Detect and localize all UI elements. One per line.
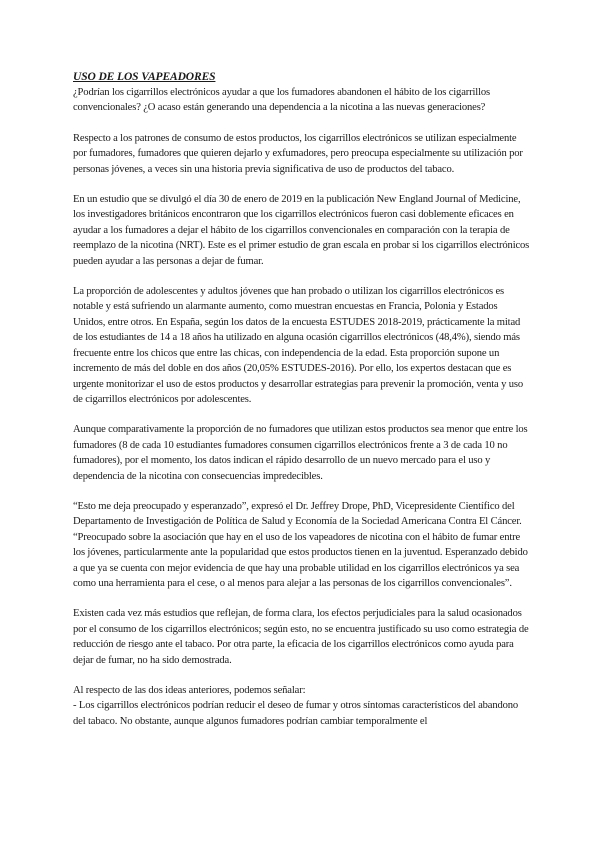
paragraph-harmful-effects: Existen cada vez más estudios que reflejan, de forma clara, los efectos perjudiciales para la salud ocasionados por el consumo de los cigarrillos electrónicos; según esto, no se encuentra justificado su uso como estrategia de reducción de riesgo ante el tabaco. Por otra parte, la eficacia de los cigarrillos electrónicos como ayuda para dejar de fumar, no ha sido demostrada. [73,608,529,666]
paragraph-list-intro: Al respecto de las dos ideas anteriores, podemos señalar: [73,685,306,696]
paragraph-consumption-patterns: Respecto a los patrones de consumo de estos productos, los cigarrillos electrónicos se utilizan especialmente por fumadores, fumadores que quieren dejarlo y exfumadores, pero preocupa especialmente su utilización por personas jóvenes, a veces sin una historia previa significativa de uso de productos del tabaco. [73,132,523,175]
paragraph-youth-prevalence: La proporción de adolescentes y adultos jóvenes que han probado o utilizan los cigarrillos electrónicos es notable y está sufriendo un alarmante aumento, como muestran encuestas en Francia, Polonia y Estados Unidos, entre otros. En España, según los datos de la encuesta ESTUDES 2018-2019, prácticamente la mitad de los estudiantes de 14 a 18 años ha utilizado en alguna ocasión cigarrillos electrónicos (48,4%), siendo más frecuente entre los chicos que entre las chicas, con independencia de la edad. Esta proporción supone un incremento de más del doble en dos años (20,05% ESTUDES-2016). Por ello, los expertos destacan que es urgente monitorizar el uso de estos productos y desarrollar estrategias para prevenir la promoción, venta y uso de cigarrillos electrónicos por adolescentes. [73,286,524,405]
paragraph-nejm-study: En un estudio que se divulgó el día 30 de enero de 2019 en la publicación New England Journal of Medicine, los investigadores británicos encontraron que los cigarrillos electrónicos fueron casi doblemente eficaces en ayudar a los fumadores a dejar el hábito de los cigarrillos convencionales en comparación con la terapia de reemplazo de la nicotina (NRT). Este es el primer estudio de gran escala en probar si los cigarrillos electrónicos pueden ayudar a las personas a dejar de fumar. [73,194,530,267]
document-title: USO DE LOS VAPEADORES [73,71,216,83]
list-item-reduce-desire: - Los cigarrillos electrónicos podrían reducir el deseo de fumar y otros síntomas característicos del abandono del tabaco. No obstante, aunque algunos fumadores podrían cambiar temporalmente el [73,700,519,727]
paragraph-non-smokers: Aunque comparativamente la proporción de no fumadores que utilizan estos productos sea menor que entre los fumadores (8 de cada 10 estudiantes fumadores consumen cigarrillos electrónicos frente a 3 de cada 10 no fumadores), por el momento, los datos indican el rápido desarrollo de un nuevo mercado para el uso y dependencia de la nicotina con consecuencias impredecibles. [73,424,528,482]
paragraph-drope-quote: “Esto me deja preocupado y esperanzado”, expresó el Dr. Jeffrey Drope, PhD, Vicepresidente Científico del Departamento de Investigación de Política de Salud y Economía de la Sociedad Americana Contra El Cáncer. “Preocupado sobre la asociación que hay en el uso de los vapeadores de nicotina con el hábito de fumar entre los jóvenes, particularmente ante la popularidad que estos productos tienen en la juventud. Esperanzado debido a que ya se cuenta con mejor evidencia de que hay una probable utilidad en los cigarrillos electrónicos ya sea como una herramienta para el cese, o al menos para alejar a las personas de los cigarrillos convencionales”. [73,500,528,589]
paragraph-intro-questions: ¿Podrían los cigarrillos electrónicos ayudar a que los fumadores abandonen el hábito de los cigarrillos convencionales? ¿O acaso están generando una dependencia a la nicotina a las nuevas generaciones? [73,87,490,114]
